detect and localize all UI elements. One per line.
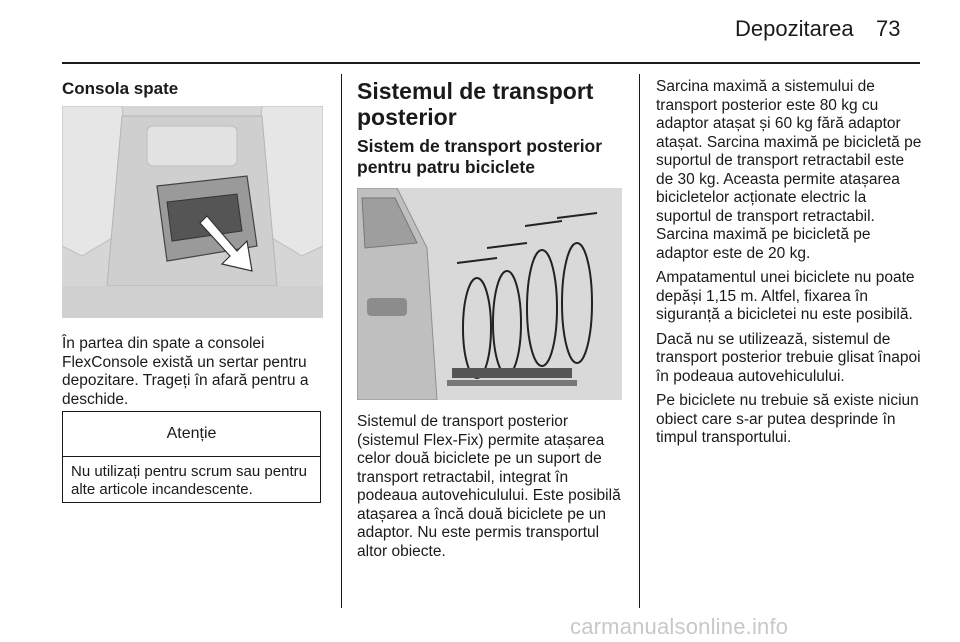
column-divider-right xyxy=(639,74,640,608)
column-divider-left xyxy=(341,74,342,608)
bike-carrier-illustration xyxy=(357,188,622,400)
paragraph-retract: Dacă nu se utilizează, sistemul de transport posterior trebuie glisat înapoi în podeaua autovehiculului. xyxy=(656,330,921,385)
bike-carrier-drawing xyxy=(357,188,622,400)
paragraph-loose-objects: Pe biciclete nu trebuie să existe niciun obiect care s-ar putea desprinde în timpul transportului. xyxy=(656,392,919,446)
console-description: În partea din spate a consolei FlexConsole există un sertar pentru depozitare. Trageți în afară pentru a deschide. xyxy=(62,335,309,408)
paragraph-wheelbase: Ampatamentul unei biciclete nu poate depăși 1,15 m. Altfel, fixarea în siguranță a bicicletei nu este posibilă. xyxy=(656,269,915,323)
page-number: 73 xyxy=(876,16,901,41)
header-rule xyxy=(62,62,920,64)
left-column-text xyxy=(62,335,324,415)
console-drawer-drawing xyxy=(62,106,323,318)
watermark-text: carmanualsonline.info xyxy=(570,614,789,639)
middle-column-heading-wrap xyxy=(357,78,627,178)
middle-column-text xyxy=(357,413,627,567)
subsection-title-four-bikes: Sistem de transport posterior pentru patru biciclete xyxy=(357,136,603,177)
warning-text: Nu utilizați pentru scrum sau pentru alte articole incandescente. xyxy=(71,463,307,498)
right-column-text xyxy=(656,78,922,454)
console-drawer-illustration xyxy=(62,106,323,318)
left-column-heading-wrap xyxy=(62,80,324,99)
section-title-consola: Consola spate xyxy=(62,79,179,98)
section-title-transport: Sistemul de transport posterior xyxy=(357,78,594,130)
warning-box xyxy=(62,411,321,503)
page-header-title: Depozitarea xyxy=(735,16,854,41)
transport-description: Sistemul de transport posterior (sistemul Flex-Fix) permite atașarea celor două biciclete pe un suport de transport retractabil, integrat în podeaua autovehiculului. Este posibilă atașarea a încă două biciclete pe un adaptor. Nu este permis transportul altor obiecte. xyxy=(357,413,621,560)
warning-title: Atenție xyxy=(63,412,320,457)
paragraph-load-limits: Sarcina maximă a sistemului de transport posterior este 80 kg cu adaptor atașat și 60 kg fără adaptor atașat. Sarcina maximă pe bicicletă pe suportul de transport retractabil este de 30 kg. Aceasta permite atașarea bicicletelor acționate electric la suportul de transport retractabil. Sarcina maximă pe bicicletă pe adaptor este de 20 kg. xyxy=(656,78,922,262)
